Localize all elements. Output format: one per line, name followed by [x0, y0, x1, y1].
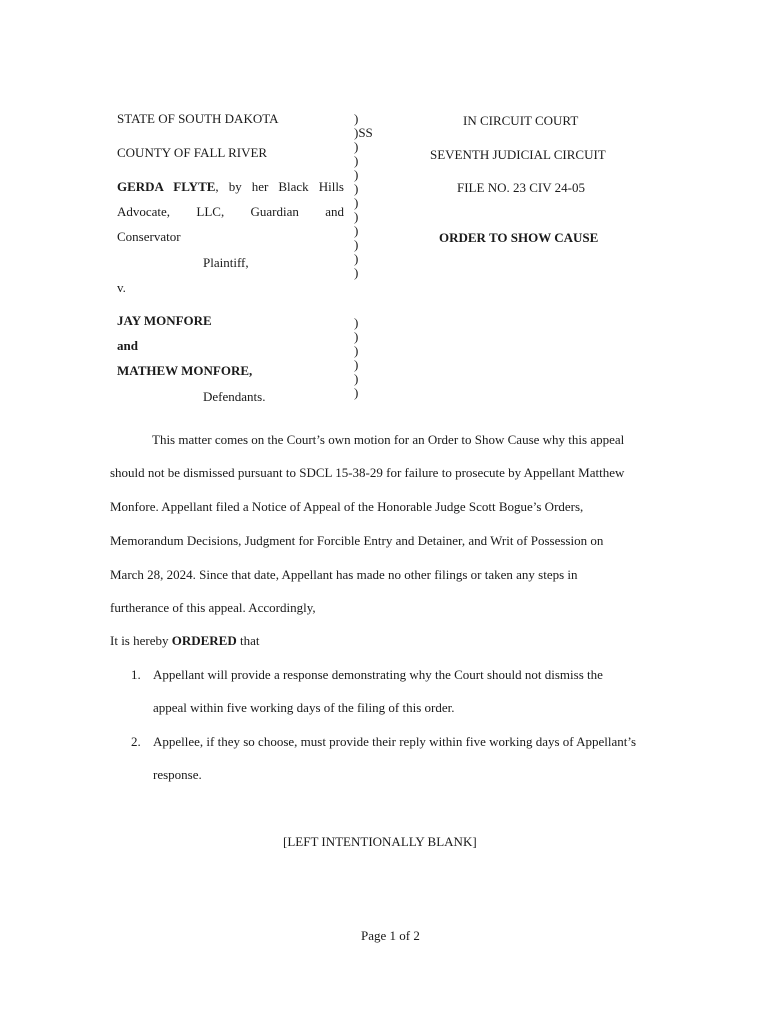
plaintiff-line-3: Conservator: [117, 229, 181, 244]
paren: ): [354, 357, 359, 372]
plaintiff-role: Plaintiff,: [203, 255, 249, 270]
plaintiff-line-1-rest: , by her Black Hills: [215, 179, 344, 194]
court-name: IN CIRCUIT COURT: [463, 113, 579, 128]
ordered-prefix: It is hereby: [110, 633, 172, 648]
paragraph-line: March 28, 2024. Since that date, Appellant has made no other filings or taken any steps in: [110, 567, 578, 582]
versus: v.: [117, 280, 126, 295]
item-number: 2.: [131, 734, 141, 749]
paragraph-line: This matter comes on the Court’s own motion for an Order to Show Cause why this appeal: [152, 432, 625, 447]
ordered-suffix: that: [236, 633, 260, 648]
blank-notice: [LEFT INTENTIONALLY BLANK]: [283, 834, 477, 849]
defendant-1: JAY MONFORE: [117, 313, 212, 328]
ss-marker: )SS: [354, 125, 373, 140]
paragraph-line: should not be dismissed pursuant to SDCL 15-38-29 for failure to prosecute by Appellant Matthew: [110, 465, 625, 480]
paren: ): [354, 251, 359, 266]
item-line: response.: [153, 767, 202, 782]
paren: ): [354, 315, 359, 330]
item-line: appeal within five working days of the filing of this order.: [153, 700, 455, 715]
item-number: 1.: [131, 667, 141, 682]
paren: ): [354, 111, 359, 126]
paren: ): [354, 237, 359, 252]
item-line: Appellee, if they so choose, must provide their reply within five working days of Appellant’s: [153, 734, 637, 749]
paren: ): [354, 209, 359, 224]
file-number: FILE NO. 23 CIV 24-05: [457, 180, 585, 195]
paren: ): [354, 223, 359, 238]
caption-paren-column-top: [354, 112, 374, 280]
paren: ): [354, 329, 359, 344]
paragraph-line: Memorandum Decisions, Judgment for Forcible Entry and Detainer, and Writ of Possession on: [110, 533, 604, 548]
defendant-role: Defendants.: [203, 389, 266, 404]
state-line: STATE OF SOUTH DAKOTA: [117, 111, 279, 126]
ordered-line: [110, 633, 658, 649]
ordered-word: ORDERED: [171, 633, 237, 648]
plaintiff-line-1: [117, 179, 344, 195]
paren: ): [354, 181, 359, 196]
page-number: Page 1 of 2: [361, 928, 420, 943]
defendant-2: MATHEW MONFORE,: [117, 363, 253, 378]
paren: ): [354, 139, 359, 154]
caption-paren-column-bottom: [354, 316, 374, 400]
paren: ): [354, 167, 359, 182]
circuit-name: SEVENTH JUDICIAL CIRCUIT: [430, 147, 606, 162]
paren: ): [354, 153, 359, 168]
paren: ): [354, 265, 359, 280]
plaintiff-name: GERDA FLYTE: [117, 179, 216, 194]
paragraph-line: Monfore. Appellant filed a Notice of Appeal of the Honorable Judge Scott Bogue’s Orders,: [110, 499, 584, 514]
paragraph-line: furtherance of this appeal. Accordingly,: [110, 600, 316, 615]
county-line: COUNTY OF FALL RIVER: [117, 145, 268, 160]
paren: ): [354, 195, 359, 210]
paren: ): [354, 385, 359, 400]
plaintiff-line-2: Advocate, LLC, Guardian and: [117, 204, 344, 219]
item-line: Appellant will provide a response demonstrating why the Court should not dismiss the: [153, 667, 603, 682]
defendant-and: and: [117, 338, 138, 353]
paren: ): [354, 371, 359, 386]
paren: ): [354, 343, 359, 358]
document-title: ORDER TO SHOW CAUSE: [439, 230, 599, 245]
